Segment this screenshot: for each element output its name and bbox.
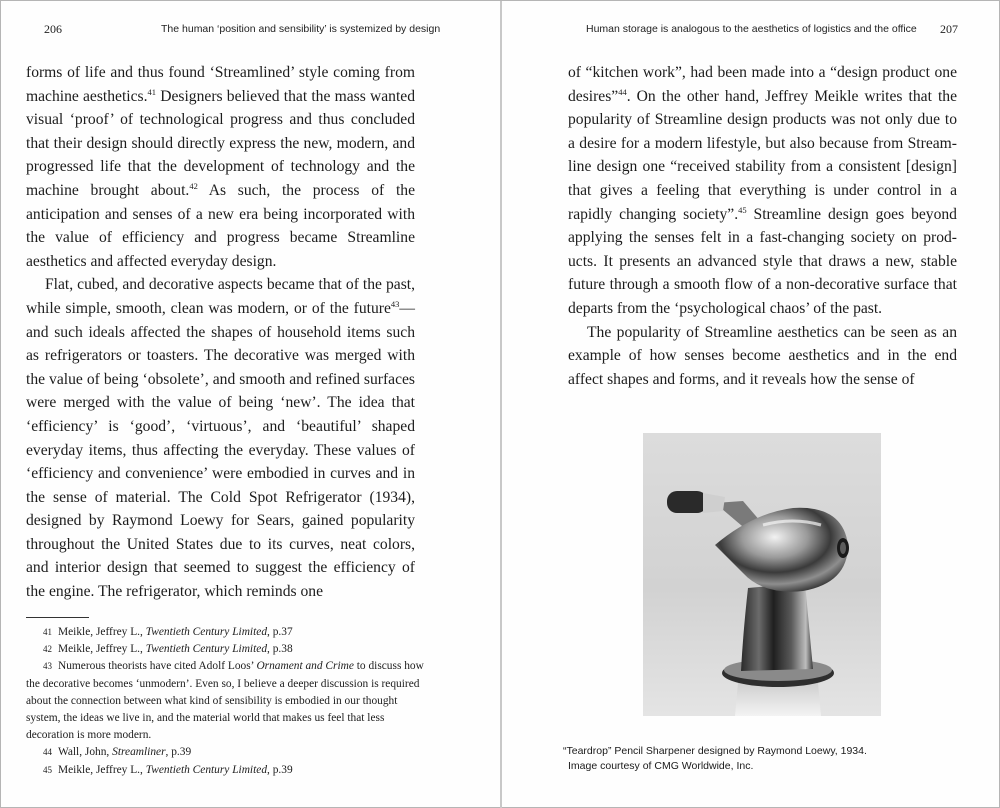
footnote-ref[interactable]: 44	[618, 86, 627, 97]
figure-caption	[563, 744, 867, 774]
footnote: 42 Meikle, Jeffrey L., Twentieth Century Limited, p.38	[43, 643, 293, 656]
caption-title: “Teardrop” Pencil Sharpener designed by Raymond Loewy, 1934.	[563, 745, 867, 757]
body-text	[26, 61, 415, 604]
footnote-ref[interactable]: 41	[147, 86, 157, 97]
body-text	[568, 61, 957, 391]
footnotes	[26, 624, 426, 779]
running-head: The human ‘position and sensibility’ is systemized by design	[161, 23, 441, 35]
footnote-rule	[26, 617, 89, 618]
left-page	[1, 1, 500, 808]
footnote: 41 Meikle, Jeffrey L., Twentieth Century Limited, p.37	[43, 626, 293, 638]
footnote-ref[interactable]: 43	[390, 298, 400, 309]
pencil-sharpener-illustration	[643, 433, 881, 716]
footnote-ref[interactable]: 45	[738, 204, 747, 215]
paragraph: of “kitchen work”, had been made into a “design product one desires”$^{44}$. On the other hand, Jeffrey Meikle writes that the popularity of Streamline design products was not only due to a desire for a modern lifestyle, but also because from Streamline design one “received stability from a consistent [design] that gives a feeling that everything is under control in a rapidly changing society”.$^{45}$ Streamline design goes beyond applying the senses felt in a fast-changing society on products. It presents an advanced style that draws a new, stable future through a smooth flow of a non-decorative surface that departs from the ‘psychological chaos’ of the past.	[568, 64, 957, 317]
footnote: 44 Wall, John, Streamliner, p.39	[43, 746, 192, 759]
paragraph: forms of life and thus found ‘Streamlined’ style coming from machine aesthetics.$^{41}$ Designers believed that the mass wanted visual ‘proof’ of technological progress and thus concluded that their design should directly express the new, modern, and progressed life that the development of technology and the machine brought about.$^{42}$ As such, the process of the anticipation and senses of a new era being incorporated with the value of efficiency and progress became Streamline aesthetics and affected everyday design.	[26, 64, 415, 270]
footnote-ref[interactable]: 42	[189, 180, 198, 191]
page-number: 206	[44, 22, 62, 36]
footnote: 45 Meikle, Jeffrey L., Twentieth Century Limited, p.39	[43, 763, 293, 776]
paragraph: Flat, cubed, and decorative aspects became that of the past, while simple, smooth, clean was modern, or of the future$^{43}$—and such ideals affected the shapes of household items such as refrigerators or toasters. The decorative was merged with the value of being ‘obsolete’, and smooth and refined surfaces were merged with the value of being ‘new’. The idea that ‘efficiency’ is ‘good’, ‘virtuous’, and ‘beautiful’ shaped everyday items, thus affecting the everyday. These values of ‘efficiency and convenience’ were embodied in curves and in the sense of material. The Cold Spot Refrigerator (1934), designed by Raymond Loewy for Sears, gained popularity throughout the United States due to its curves, neat colors, and interior design that seemed to suggest the efficiency of the engine. The refrigerator, which reminds one	[26, 276, 415, 601]
paragraph: The popularity of Streamline aesthetics can be seen as an example of how senses become aesthetics and in the end affect shapes and forms, and it reveals how the sense of	[568, 323, 957, 388]
sharpener-photo	[643, 433, 881, 716]
page-number: 207	[940, 22, 958, 36]
running-head: Human storage is analogous to the aesthetics of logistics and the office	[586, 23, 917, 35]
caption-credit: Image courtesy of CMG Worldwide, Inc.	[568, 760, 754, 772]
footnote: 43 Numerous theorists have cited Adolf Loos’ Ornament and Crime to discuss how the decorative becomes ‘unmodern’. Even so, I believe a deeper discussion is required about the connection between what kind of sensibility is embodied in our thought system, the ideas we live in, and the material world that makes us feel that less decoration is more modern.	[26, 660, 424, 742]
